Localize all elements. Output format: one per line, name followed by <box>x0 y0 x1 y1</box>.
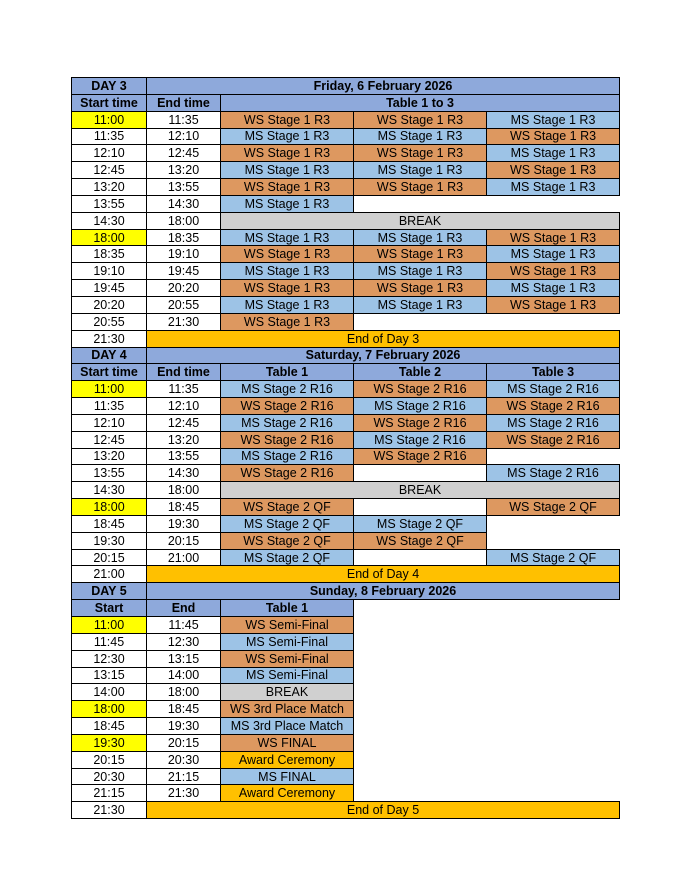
start-time: 18:00 <box>72 499 147 516</box>
match-cell: MS Stage 1 R3 <box>354 296 487 313</box>
end-time: 18:45 <box>147 499 221 516</box>
match-cell: MS Stage 1 R3 <box>221 128 354 145</box>
match-cell: WS Stage 2 R16 <box>221 431 354 448</box>
end-time: 12:45 <box>147 414 221 431</box>
end-time: 11:35 <box>147 111 221 128</box>
match-cell: WS Semi-Final <box>221 650 354 667</box>
match-cell: WS Stage 1 R3 <box>221 111 354 128</box>
match-cell: MS Stage 2 R16 <box>487 381 620 398</box>
start-time: 20:20 <box>72 296 147 313</box>
start-time: 13:20 <box>72 179 147 196</box>
empty-cell <box>354 499 487 516</box>
start-time: 11:35 <box>72 398 147 415</box>
table-row <box>72 128 620 145</box>
match-cell: WS Stage 1 R3 <box>354 145 487 162</box>
break-row <box>72 212 620 229</box>
day5-table1: Table 1 <box>221 600 354 617</box>
end-time: 18:00 <box>147 482 221 499</box>
end-time: 11:45 <box>147 617 221 634</box>
day5-col-end: End <box>147 600 221 617</box>
match-cell: MS Stage 1 R3 <box>354 229 487 246</box>
match-cell: MS Stage 2 R16 <box>354 431 487 448</box>
end-time: 11:35 <box>147 381 221 398</box>
start-time: 13:55 <box>72 465 147 482</box>
table-row <box>72 263 620 280</box>
day4-table1: Table 1 <box>221 364 354 381</box>
empty-cell <box>487 448 620 465</box>
day3-title-row <box>72 78 620 95</box>
end-time: 12:45 <box>147 145 221 162</box>
start-time: 18:00 <box>72 701 147 718</box>
start-time: 11:00 <box>72 111 147 128</box>
empty-area <box>354 600 620 802</box>
match-cell: MS Stage 1 R3 <box>221 195 354 212</box>
day4-header-row <box>72 364 620 381</box>
empty-cell <box>487 532 620 549</box>
table-row <box>72 296 620 313</box>
match-cell: WS Stage 2 R16 <box>221 398 354 415</box>
table-row <box>72 313 620 330</box>
break-cell: BREAK <box>221 684 354 701</box>
match-cell: MS FINAL <box>221 768 354 785</box>
table-row <box>72 229 620 246</box>
end-time: 18:35 <box>147 229 221 246</box>
day4-col-start: Start time <box>72 364 147 381</box>
table-row <box>72 549 620 566</box>
start-time: 19:30 <box>72 532 147 549</box>
match-cell: MS Stage 1 R3 <box>221 296 354 313</box>
start-time: 21:15 <box>72 785 147 802</box>
match-cell: MS Stage 2 R16 <box>221 414 354 431</box>
empty-cell <box>487 515 620 532</box>
table-row <box>72 179 620 196</box>
start-time: 13:55 <box>72 195 147 212</box>
match-cell: WS Stage 1 R3 <box>487 229 620 246</box>
day3-col-end: End time <box>147 94 221 111</box>
start-time: 11:00 <box>72 617 147 634</box>
table-row <box>72 246 620 263</box>
day5-label: DAY 5 <box>72 583 147 600</box>
end-time: 12:30 <box>147 633 221 650</box>
start-time: 14:30 <box>72 482 147 499</box>
match-cell: WS 3rd Place Match <box>221 701 354 718</box>
break-cell: BREAK <box>221 482 620 499</box>
match-cell: MS Stage 2 R16 <box>221 448 354 465</box>
table-row <box>72 499 620 516</box>
start-time: 19:30 <box>72 734 147 751</box>
match-cell: MS Stage 2 QF <box>354 515 487 532</box>
day3-col-start: Start time <box>72 94 147 111</box>
end-of-day-time: 21:00 <box>72 566 147 583</box>
match-cell: WS Stage 1 R3 <box>221 246 354 263</box>
end-time: 21:30 <box>147 785 221 802</box>
table-row <box>72 515 620 532</box>
end-time: 21:15 <box>147 768 221 785</box>
end-of-day-label: End of Day 5 <box>147 802 620 819</box>
table-row <box>72 414 620 431</box>
end-time: 12:10 <box>147 128 221 145</box>
match-cell: WS Stage 1 R3 <box>221 145 354 162</box>
end-of-day-label: End of Day 3 <box>147 330 620 347</box>
start-time: 20:15 <box>72 751 147 768</box>
award-cell: Award Ceremony <box>221 751 354 768</box>
match-cell: MS Semi-Final <box>221 633 354 650</box>
end-of-day-label: End of Day 4 <box>147 566 620 583</box>
match-cell: WS Stage 2 QF <box>487 499 620 516</box>
end-time: 14:30 <box>147 465 221 482</box>
table-row <box>72 195 620 212</box>
table-row <box>72 381 620 398</box>
end-time: 12:10 <box>147 398 221 415</box>
match-cell: MS Stage 1 R3 <box>221 263 354 280</box>
start-time: 11:45 <box>72 633 147 650</box>
start-time: 13:20 <box>72 448 147 465</box>
end-time: 19:45 <box>147 263 221 280</box>
empty-cell <box>354 195 620 212</box>
match-cell: MS Stage 2 QF <box>221 549 354 566</box>
day5-header-row <box>72 600 620 617</box>
start-time: 19:45 <box>72 280 147 297</box>
match-cell: MS Stage 1 R3 <box>221 162 354 179</box>
table-row <box>72 145 620 162</box>
match-cell: WS Stage 2 R16 <box>487 431 620 448</box>
day3-label: DAY 3 <box>72 78 147 95</box>
start-time: 12:10 <box>72 145 147 162</box>
day3-tables-label: Table 1 to 3 <box>221 94 620 111</box>
match-cell: WS Stage 1 R3 <box>487 128 620 145</box>
match-cell: MS Stage 2 R16 <box>354 398 487 415</box>
match-cell: WS Semi-Final <box>221 617 354 634</box>
empty-cell <box>354 313 620 330</box>
end-time: 20:20 <box>147 280 221 297</box>
start-time: 18:45 <box>72 718 147 735</box>
match-cell: MS Semi-Final <box>221 667 354 684</box>
match-cell: WS Stage 2 QF <box>221 532 354 549</box>
table-row <box>72 162 620 179</box>
match-cell: WS Stage 2 R16 <box>354 448 487 465</box>
end-time: 19:10 <box>147 246 221 263</box>
match-cell: MS 3rd Place Match <box>221 718 354 735</box>
match-cell: MS Stage 1 R3 <box>487 280 620 297</box>
match-cell: MS Stage 2 R16 <box>487 465 620 482</box>
match-cell: WS Stage 2 R16 <box>221 465 354 482</box>
start-time: 13:15 <box>72 667 147 684</box>
empty-cell <box>354 465 487 482</box>
end-time: 20:15 <box>147 734 221 751</box>
start-time: 19:10 <box>72 263 147 280</box>
match-cell: MS Stage 1 R3 <box>487 145 620 162</box>
schedule-table <box>71 77 620 819</box>
end-time: 18:00 <box>147 684 221 701</box>
start-time: 14:30 <box>72 212 147 229</box>
table-row <box>72 532 620 549</box>
day3-date: Friday, 6 February 2026 <box>147 78 620 95</box>
day4-table2: Table 2 <box>354 364 487 381</box>
end-time: 20:15 <box>147 532 221 549</box>
end-time: 14:00 <box>147 667 221 684</box>
match-cell: WS Stage 2 QF <box>221 499 354 516</box>
match-cell: MS Stage 2 QF <box>221 515 354 532</box>
match-cell: WS Stage 2 R16 <box>354 381 487 398</box>
break-row <box>72 482 620 499</box>
end-of-day-row <box>72 802 620 819</box>
match-cell: WS Stage 1 R3 <box>354 179 487 196</box>
day4-table3: Table 3 <box>487 364 620 381</box>
day5-title-row <box>72 583 620 600</box>
start-time: 11:35 <box>72 128 147 145</box>
start-time: 18:35 <box>72 246 147 263</box>
match-cell: MS Stage 2 QF <box>487 549 620 566</box>
end-time: 20:30 <box>147 751 221 768</box>
day4-col-end: End time <box>147 364 221 381</box>
day5-date: Sunday, 8 February 2026 <box>147 583 620 600</box>
match-cell: MS Stage 1 R3 <box>354 162 487 179</box>
break-cell: BREAK <box>221 212 620 229</box>
end-time: 19:30 <box>147 718 221 735</box>
start-time: 18:00 <box>72 229 147 246</box>
table-row <box>72 448 620 465</box>
end-time: 21:30 <box>147 313 221 330</box>
start-time: 12:45 <box>72 431 147 448</box>
end-time: 20:55 <box>147 296 221 313</box>
end-time: 14:30 <box>147 195 221 212</box>
match-cell: WS Stage 2 QF <box>354 532 487 549</box>
table-row <box>72 280 620 297</box>
day4-date: Saturday, 7 February 2026 <box>147 347 620 364</box>
end-time: 13:20 <box>147 162 221 179</box>
start-time: 20:15 <box>72 549 147 566</box>
match-cell: WS Stage 1 R3 <box>354 246 487 263</box>
match-cell: MS Stage 1 R3 <box>221 229 354 246</box>
end-time: 19:30 <box>147 515 221 532</box>
table-row <box>72 111 620 128</box>
match-cell: MS Stage 1 R3 <box>354 128 487 145</box>
day3-header-row <box>72 94 620 111</box>
start-time: 11:00 <box>72 381 147 398</box>
start-time: 18:45 <box>72 515 147 532</box>
match-cell: MS Stage 2 R16 <box>221 381 354 398</box>
match-cell: WS Stage 1 R3 <box>487 162 620 179</box>
match-cell: WS Stage 1 R3 <box>221 313 354 330</box>
match-cell: MS Stage 2 R16 <box>487 414 620 431</box>
start-time: 12:30 <box>72 650 147 667</box>
end-time: 13:55 <box>147 448 221 465</box>
end-time: 18:45 <box>147 701 221 718</box>
end-time: 13:55 <box>147 179 221 196</box>
end-of-day-row <box>72 566 620 583</box>
start-time: 20:55 <box>72 313 147 330</box>
end-time: 13:15 <box>147 650 221 667</box>
award-cell: Award Ceremony <box>221 785 354 802</box>
match-cell: MS Stage 1 R3 <box>487 111 620 128</box>
start-time: 12:10 <box>72 414 147 431</box>
match-cell: WS FINAL <box>221 734 354 751</box>
match-cell: WS Stage 1 R3 <box>221 179 354 196</box>
empty-cell <box>354 549 487 566</box>
table-row <box>72 431 620 448</box>
match-cell: MS Stage 1 R3 <box>354 263 487 280</box>
end-time: 18:00 <box>147 212 221 229</box>
match-cell: WS Stage 1 R3 <box>487 263 620 280</box>
match-cell: WS Stage 2 R16 <box>354 414 487 431</box>
end-of-day-time: 21:30 <box>72 802 147 819</box>
end-time: 13:20 <box>147 431 221 448</box>
table-row <box>72 398 620 415</box>
match-cell: MS Stage 1 R3 <box>487 246 620 263</box>
match-cell: MS Stage 1 R3 <box>487 179 620 196</box>
match-cell: WS Stage 1 R3 <box>354 111 487 128</box>
match-cell: WS Stage 1 R3 <box>354 280 487 297</box>
day5-col-start: Start <box>72 600 147 617</box>
match-cell: WS Stage 2 R16 <box>487 398 620 415</box>
day4-label: DAY 4 <box>72 347 147 364</box>
start-time: 20:30 <box>72 768 147 785</box>
day4-title-row <box>72 347 620 364</box>
match-cell: WS Stage 1 R3 <box>221 280 354 297</box>
table-row <box>72 465 620 482</box>
match-cell: WS Stage 1 R3 <box>487 296 620 313</box>
end-time: 21:00 <box>147 549 221 566</box>
start-time: 12:45 <box>72 162 147 179</box>
end-of-day-time: 21:30 <box>72 330 147 347</box>
start-time: 14:00 <box>72 684 147 701</box>
end-of-day-row <box>72 330 620 347</box>
